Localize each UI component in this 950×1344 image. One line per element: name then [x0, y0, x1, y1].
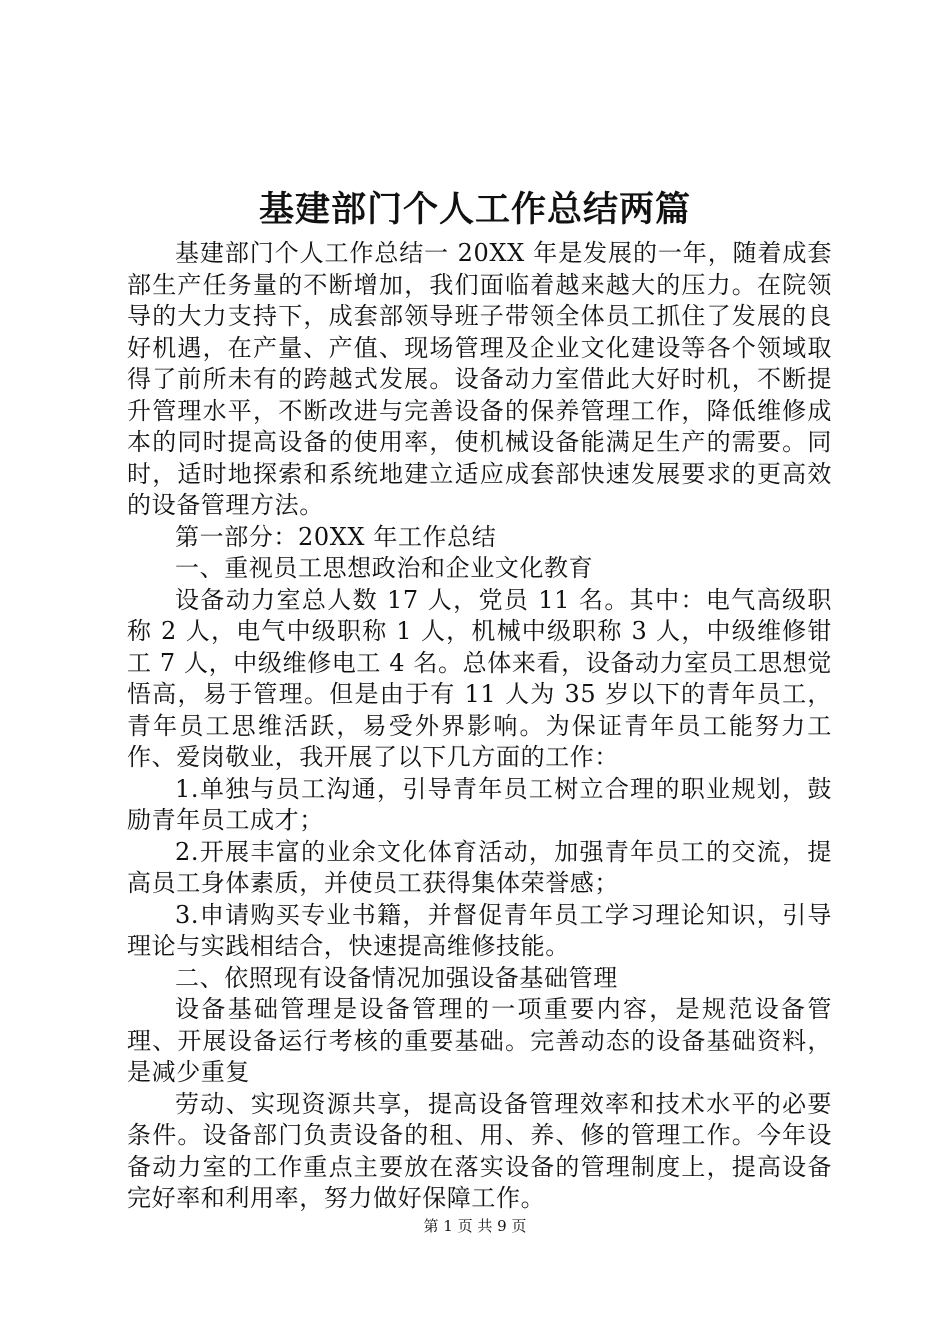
list-item-1: 1.单独与员工沟通，引导青年员工树立合理的职业规划，鼓励青年员工成才；: [127, 774, 832, 834]
page-footer: 第 1 页 共 9 页: [423, 1217, 527, 1235]
list-item-2: 2.开展丰富的业余文化体育活动，加强青年员工的交流，提高员工身体素质，并使员工获得集体荣誉感；: [127, 837, 832, 897]
paragraph-staff: 设备动力室总人数 17 人，党员 11 名。其中：电气高级职称 2 人，电气中级职称 1 人，机械中级职称 3 人，中级维修钳工 7 人，中级维修电工 4 名。总体来看，设备动力室员工思想觉悟高，易于管理。但是由于有 11 人为 35 岁以下的青年员工，青年员工思维活跃，易受外界影响。为保证青年员工能努力工作、爱岗敬业，我开展了以下几方面的工作：: [127, 585, 832, 771]
section-heading-part-one: 第一部分：20XX 年工作总结: [175, 522, 497, 551]
section-heading-2: 二、依照现有设备情况加强设备基础管理: [175, 963, 618, 992]
paragraph-equipment-management: 劳动、实现资源共享，提高设备管理效率和技术水平的必要条件。设备部门负责设备的租、用、养、修的管理工作。今年设备动力室的工作重点主要放在落实设备的管理制度上，提高设备完好率和利用率，努力做好保障工作。: [127, 1089, 832, 1212]
paragraph-equipment-basics: 设备基础管理是设备管理的一项重要内容，是规范设备管理、开展设备运行考核的重要基础。完善动态的设备基础资料，是减少重复: [127, 995, 832, 1086]
paragraph-intro: 基建部门个人工作总结一 20XX 年是发展的一年，随着成套部生产任务量的不断增加，我们面临着越来越大的压力。在院领导的大力支持下，成套部领导班子带领全体员工抓住了发展的良好机遇，在产量、产值、现场管理及企业文化建设等各个领域取得了前所未有的跨越式发展。设备动力室借此大好时机，不断提升管理水平，不断改进与完善设备的保养管理工作，降低维修成本的同时提高设备的使用率，使机械设备能满足生产的需要。同时，适时地探索和系统地建立适应成套部快速发展要求的更高效的设备管理方法。: [127, 239, 832, 519]
list-item-3: 3.申请购买专业书籍，并督促青年员工学习理论知识，引导理论与实践相结合，快速提高维修技能。: [127, 900, 832, 960]
document-title: 基建部门个人工作总结两篇: [258, 189, 691, 230]
document-body: [127, 238, 832, 1215]
section-heading-1: 一、重视员工思想政治和企业文化教育: [175, 554, 594, 582]
